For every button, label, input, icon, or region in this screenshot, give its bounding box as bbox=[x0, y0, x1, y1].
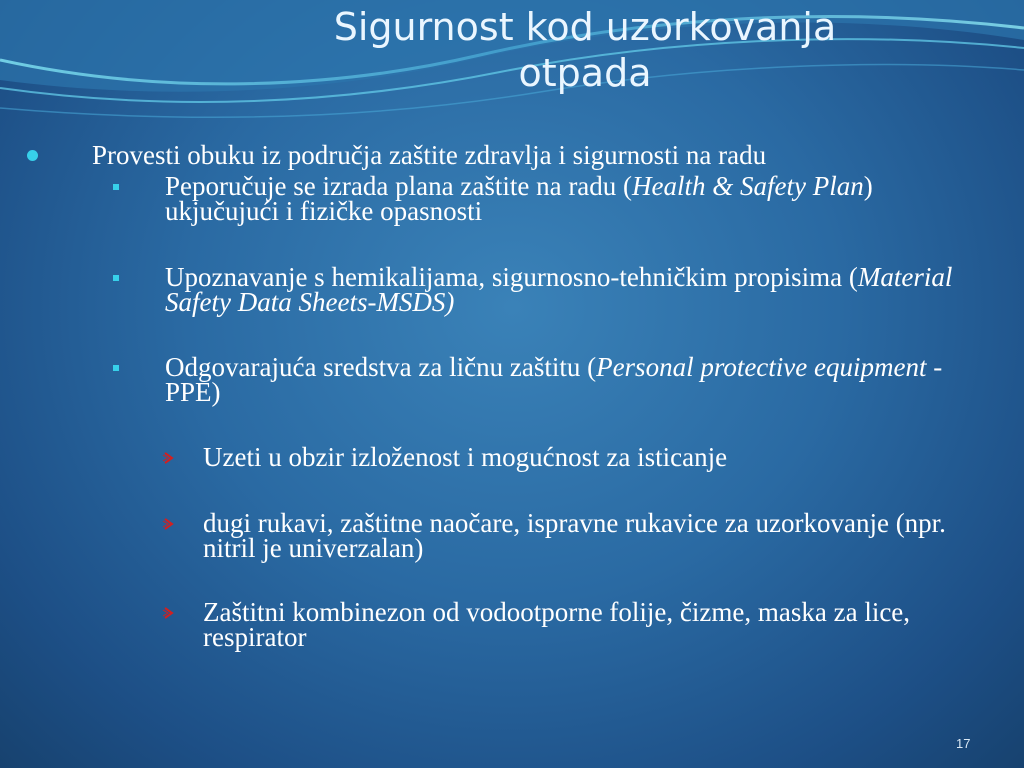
list-item-text: dugi rukavi, zaštitne naočare, ispravne rukavice za uzorkovanje (npr. nitril je univerzalan) bbox=[203, 508, 946, 563]
sub-bullet-text-b: - PPE) bbox=[165, 352, 943, 407]
sub-bullet-italic: Health & Safety Plan bbox=[632, 171, 864, 201]
sub-bullet-italic: Material Safety Data Sheets-MSDS) bbox=[165, 262, 953, 317]
bullet-main-text: Provesti obuku iz područja zaštite zdravlja i sigurnosti na radu bbox=[92, 140, 767, 170]
arrow-bullet-icon bbox=[160, 449, 178, 467]
bullet-dot-icon bbox=[27, 150, 38, 161]
square-bullet-icon bbox=[113, 275, 119, 281]
sub-bullet-text-a: Upoznavanje s hemikalijama, sigurnosno-tehničkim propisima ( bbox=[165, 262, 858, 292]
square-bullet-icon bbox=[113, 365, 119, 371]
arrow-bullet-icon bbox=[160, 604, 178, 622]
sub-bullet-text bbox=[165, 171, 965, 226]
list-item-text: Uzeti u obzir izloženost i mogućnost za isticanje bbox=[203, 442, 728, 472]
sub-bullet-text bbox=[165, 352, 965, 407]
list-item-text: Zaštitni kombinezon od vodootporne folije, čizme, maska za lice, respirator bbox=[203, 597, 911, 652]
sub-bullet-text-b: ) ukjučujući i fizičke opasnosti bbox=[165, 171, 873, 226]
sub-bullet-text bbox=[165, 262, 965, 317]
sub-bullet-text-a: Odgovarajuća sredstva za ličnu zaštitu ( bbox=[165, 352, 597, 382]
sub-bullet-italic: Personal protective equipment bbox=[596, 352, 927, 382]
sub-bullet-text-a: Peporučuje se izrada plana zaštite na radu ( bbox=[165, 171, 633, 201]
slide-title-line-1: Sigurnost kod uzorkovanja bbox=[333, 5, 837, 49]
square-bullet-icon bbox=[113, 184, 119, 190]
arrow-bullet-icon bbox=[160, 515, 178, 533]
slide-title-line-2: otpada bbox=[518, 51, 652, 95]
slide-number: 17 bbox=[956, 736, 971, 751]
slide-title bbox=[250, 4, 920, 96]
